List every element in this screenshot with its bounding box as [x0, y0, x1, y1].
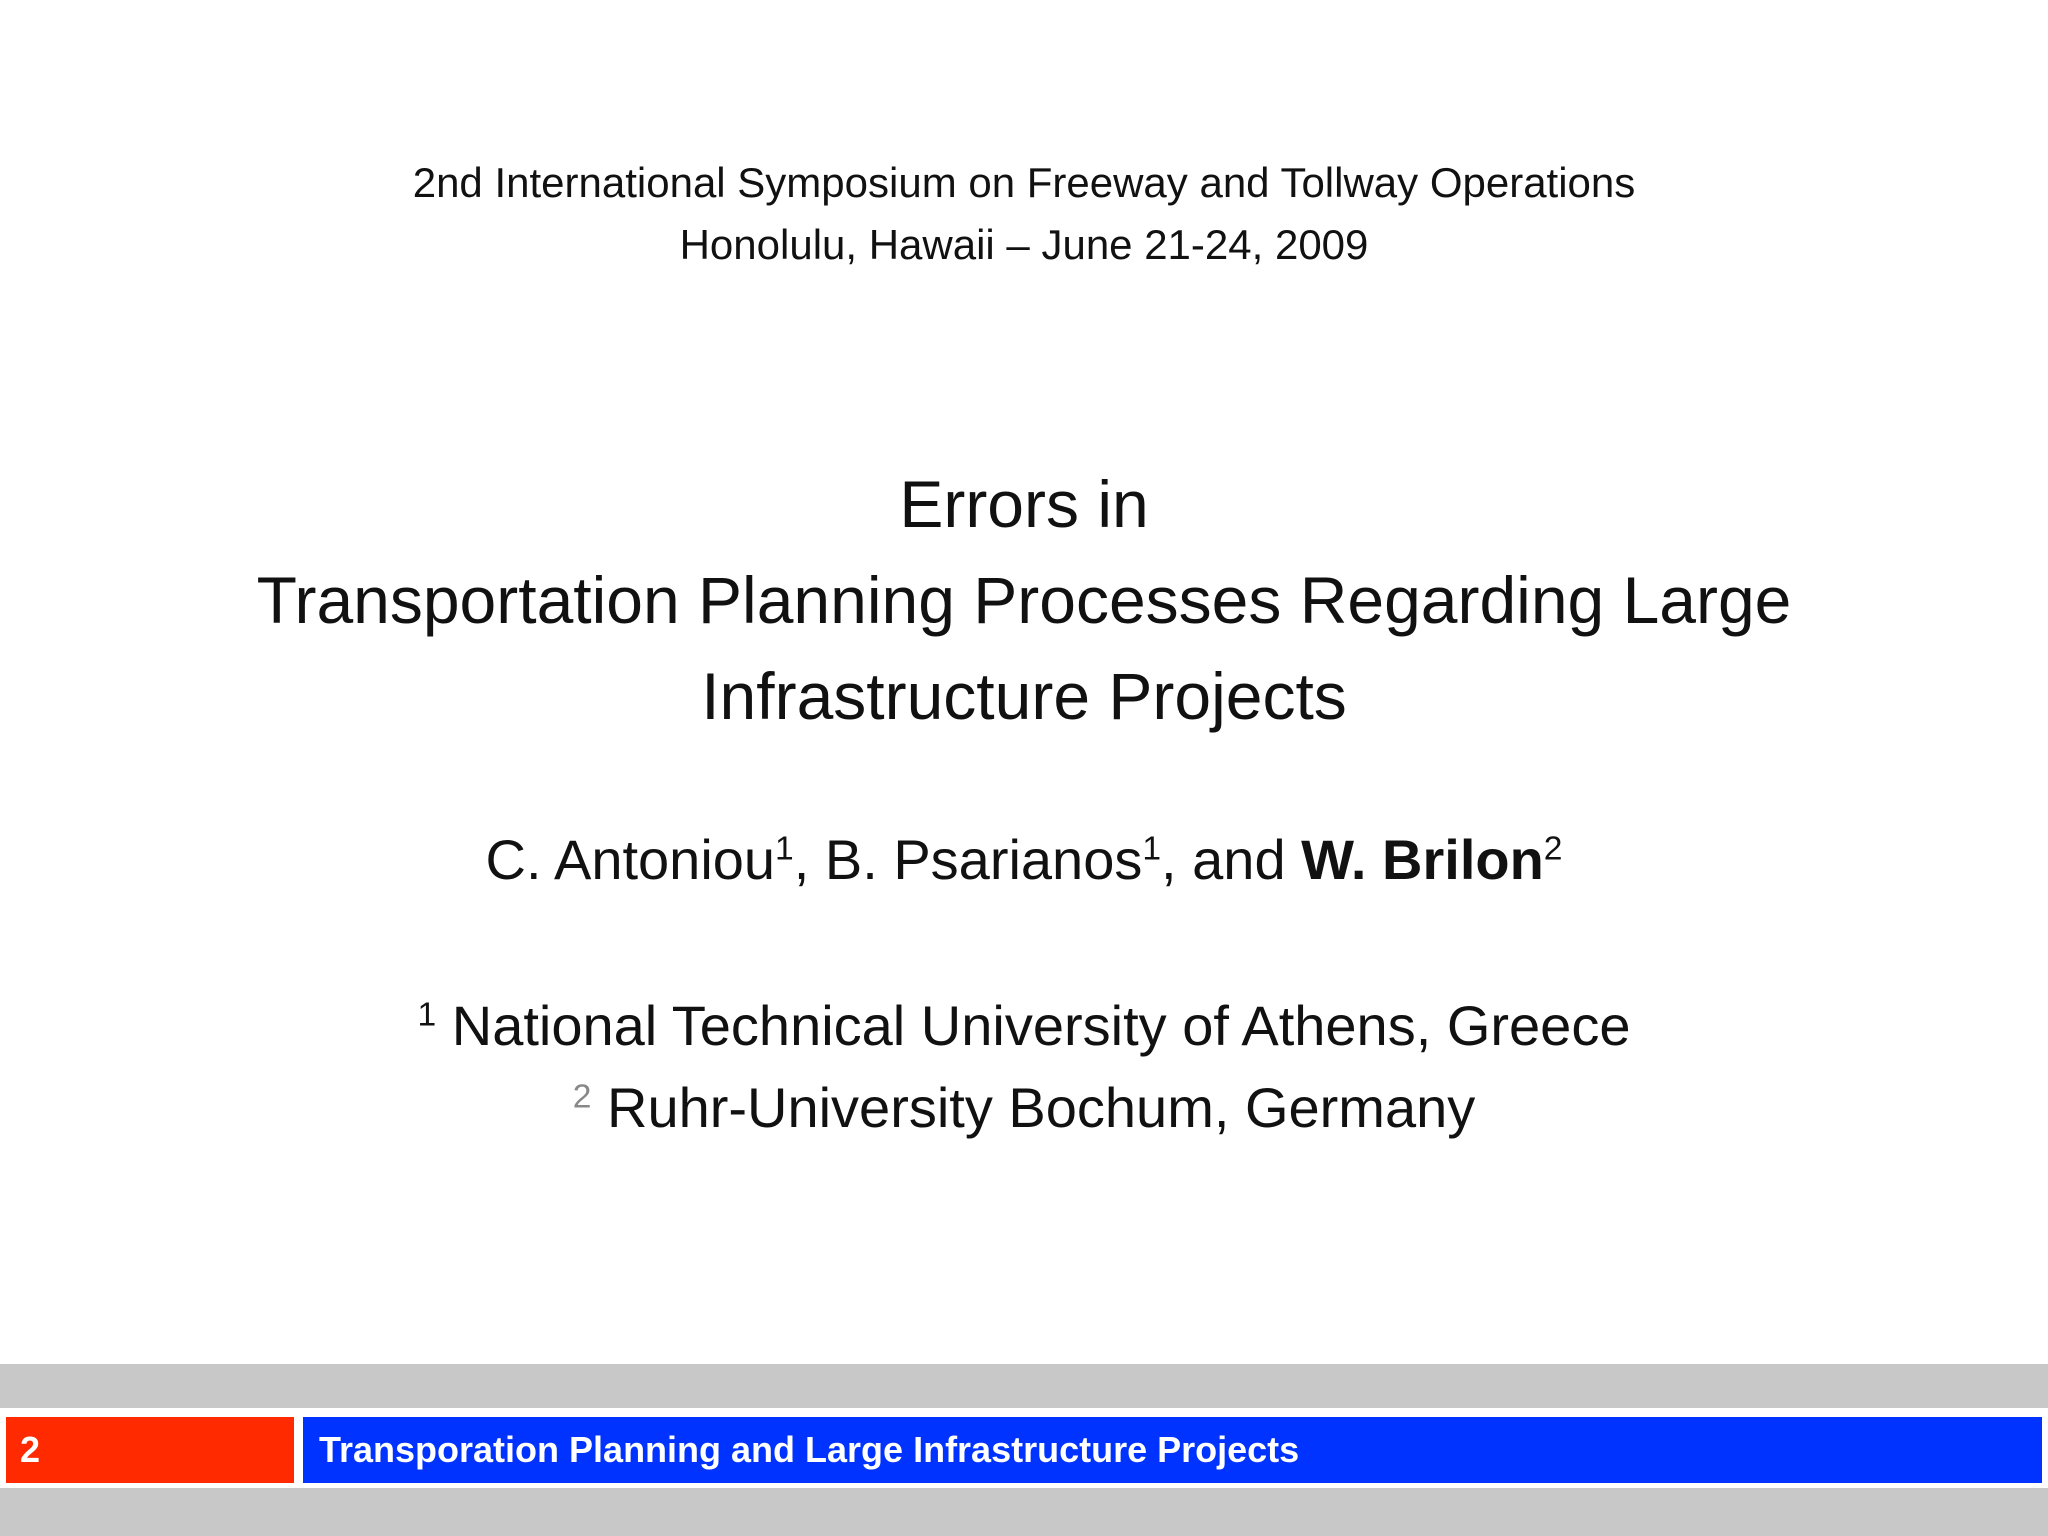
footer-title: Transporation Planning and Large Infrastructure Projects: [303, 1417, 2042, 1483]
page-number: 2: [6, 1417, 294, 1483]
conference-location-date: Honolulu, Hawaii – June 21-24, 2009: [679, 221, 1369, 268]
title-line-1: Errors in: [899, 467, 1149, 541]
affiliation-1-text: National Technical University of Athens, Greece: [451, 994, 1631, 1057]
author-psarianos-affil-mark: 1: [1142, 830, 1162, 868]
title-line-2: Transportation Planning Processes Regarding Large: [256, 563, 1792, 637]
author-antoniou: C. Antoniou: [485, 828, 776, 891]
conference-name: 2nd International Symposium on Freeway and Tollway Operations: [412, 159, 1636, 206]
author-list: [0, 822, 2048, 898]
affiliation-1: [0, 985, 2048, 1067]
affiliation-1-mark: 1: [417, 996, 437, 1034]
slide-title: [0, 456, 2048, 744]
affiliation-2-text: Ruhr-University Bochum, Germany: [607, 1076, 1476, 1139]
author-brilon: W. Brilon: [1301, 828, 1544, 891]
author-antoniou-affil-mark: 1: [775, 830, 794, 868]
conference-header: [0, 152, 2048, 276]
author-brilon-affil-mark: 2: [1543, 830, 1563, 868]
affiliation-2: [0, 1067, 2048, 1149]
affiliation-2-mark: 2: [572, 1078, 592, 1116]
affiliations: [0, 985, 2048, 1149]
author-separator: , and: [1161, 828, 1302, 891]
author-psarianos: , B. Psarianos: [793, 828, 1143, 891]
title-line-3: Infrastructure Projects: [701, 659, 1347, 733]
